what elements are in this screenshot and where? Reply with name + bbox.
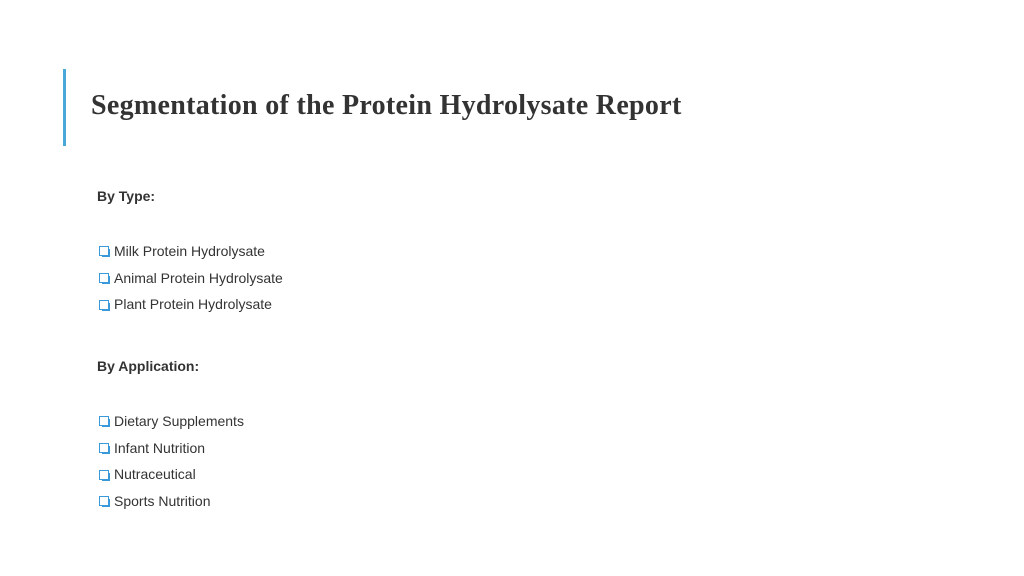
type-list	[97, 238, 697, 318]
list-item	[97, 291, 697, 318]
square-bullet-icon	[99, 443, 109, 453]
list-item-label: Infant Nutrition	[114, 439, 206, 456]
section-heading-application: By Application:	[97, 358, 200, 375]
list-item-label: Nutraceutical	[114, 466, 196, 483]
list-item	[97, 488, 697, 515]
square-bullet-icon	[99, 273, 109, 283]
list-item	[97, 435, 697, 462]
square-bullet-icon	[99, 300, 109, 310]
square-bullet-icon	[99, 496, 109, 506]
list-item	[97, 238, 697, 265]
application-list	[97, 408, 697, 515]
title-accent-bar	[63, 69, 66, 146]
square-bullet-icon	[99, 246, 109, 256]
page-title: Segmentation of the Protein Hydrolysate Report	[91, 90, 682, 121]
list-item	[97, 265, 697, 292]
list-item-label: Animal Protein Hydrolysate	[114, 269, 283, 286]
list-item-label: Plant Protein Hydrolysate	[114, 296, 272, 313]
list-item-label: Sports Nutrition	[114, 493, 211, 510]
list-item	[97, 461, 697, 488]
square-bullet-icon	[99, 416, 109, 426]
list-item-label: Milk Protein Hydrolysate	[114, 243, 265, 259]
segmentation-content	[97, 184, 697, 515]
square-bullet-icon	[99, 470, 109, 480]
section-heading-type: By Type:	[97, 188, 156, 204]
list-item	[97, 408, 697, 435]
list-item-label: Dietary Supplements	[114, 413, 244, 430]
